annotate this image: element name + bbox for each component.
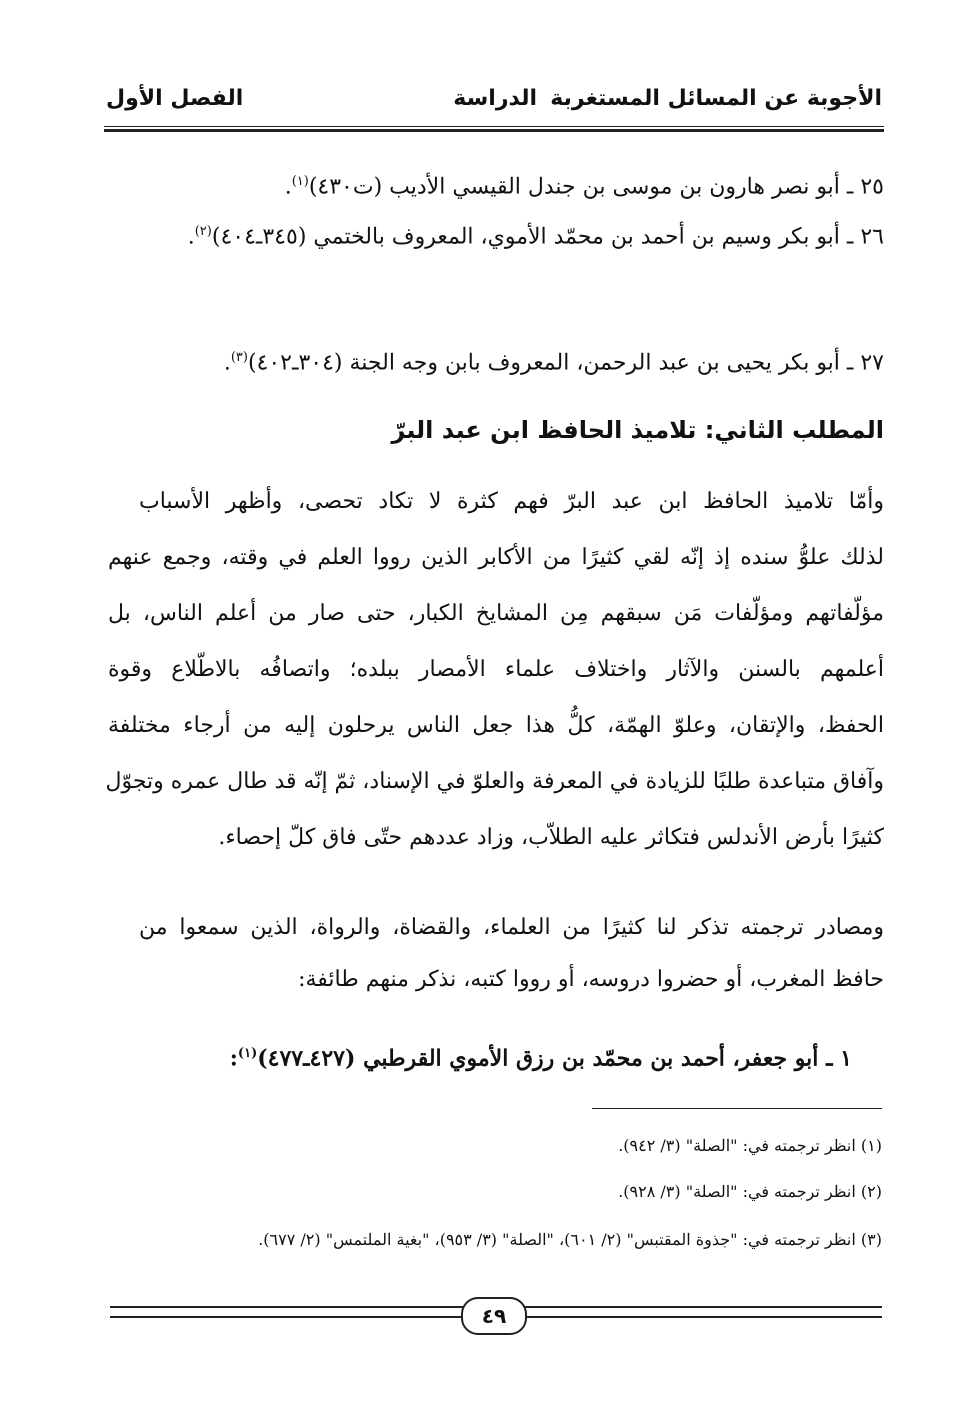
footnote-separator bbox=[592, 1108, 882, 1109]
header-chapter-title: الفصل الأول bbox=[106, 86, 244, 111]
paragraph-line: وآفاق متباعدة طلبًا للزيادة في المعرفة والعلوّ في الإسناد، ثمّ إنّه قد طال عمره وتجوّل bbox=[105, 769, 884, 794]
running-header bbox=[104, 82, 882, 128]
header-section-title: الدراسة bbox=[453, 86, 537, 111]
footnote-3: (٣) انظر ترجمته في: "جذوة المقتبس" (٢/ ٦٠١)، "الصلة" (٣/ ٩٥٣)، "بغية الملتمس" (٢/ ٦٧٧). bbox=[258, 1230, 882, 1249]
student-list bbox=[108, 1022, 884, 1082]
paragraph-line: ومصادر ترجمته تذكر لنا كثيرًا من العلماء، والقضاة، والرواة، الذين سمعوا من bbox=[139, 915, 884, 940]
section-subheading: المطلب الثاني: تلاميذ الحافظ ابن عبد البرّ bbox=[391, 416, 884, 444]
paragraph-line: مؤلّفاتهم ومؤلّفات مَن سبقهم مِن المشايخ الكبار، حتى صار من أعلم الناس، بل bbox=[108, 601, 884, 626]
paragraph-line: وأمّا تلاميذ الحافظ ابن عبد البرّ فهم كثرة لا تكاد تحصى، وأظهر الأسباب bbox=[139, 489, 884, 514]
list-item-25: ٢٥ ـ أبو نصر هارون بن موسى بن جندل القيسي الأديب (ت٤٣٠)$^{(١)}$. bbox=[284, 174, 884, 200]
list-item-27: ٢٧ ـ أبو بكر يحيى بن عبد الرحمن، المعروف بابن وجه الجنة (٣٠٤ـ٤٠٢)$^{(٣)}$. bbox=[223, 350, 884, 376]
paragraph-line: أعلمهم بالسنن والآثار واختلاف علماء الأمصار ببلده؛ واتصافُه بالاطّلاع وقوة bbox=[108, 657, 884, 682]
footnote-2: (٢) انظر ترجمته في: "الصلة" (٣/ ٩٢٨). bbox=[618, 1182, 882, 1201]
header-rule-thick bbox=[104, 129, 884, 132]
paragraph-line: الحفظ، والإتقان، وعلوّ الهمّة، كلُّ هذا جعل الناس يرحلون إليه من أرجاء مختلفة bbox=[108, 713, 884, 738]
footnote-1: (١) انظر ترجمته في: "الصلة" (٣/ ٩٤٢). bbox=[618, 1136, 882, 1155]
list-item-26: ٢٦ ـ أبو بكر وسيم بن أحمد بن محمّد الأموي، المعروف بالختمي (٣٤٥ـ٤٠٤)$^{(٢)}$. bbox=[187, 224, 884, 250]
paragraph-line: حافظ المغرب، أو حضروا دروسه، أو رووا كتبه، نذكر منهم طائفة: bbox=[298, 967, 884, 992]
paragraph-line: لذلك علوُّ سنده إذ إنّه لقي كثيرًا من الأكابر الذين رووا العلم في وقته، وجمع عنهم bbox=[108, 545, 884, 570]
paragraph-line: كثيرًا بأرض الأندلس فتكاثر عليه الطلاّب، وزاد عددهم حتّى فاق كلّ إحصاء. bbox=[218, 825, 884, 850]
paragraph-students bbox=[105, 466, 884, 886]
student-item-1: ١ ـ أبو جعفر، أحمد بن محمّد بن رزق الأموي القرطبي (٤٢٧ـ٤٧٧)$^{(١)}$: bbox=[229, 1045, 852, 1072]
page-number: ٤٩ bbox=[461, 1297, 527, 1335]
paragraph-sources bbox=[108, 896, 884, 1016]
header-rule-thin bbox=[104, 126, 884, 127]
header-book-title: الأجوبة عن المسائل المستغربة bbox=[550, 86, 882, 111]
list-top bbox=[108, 146, 884, 386]
